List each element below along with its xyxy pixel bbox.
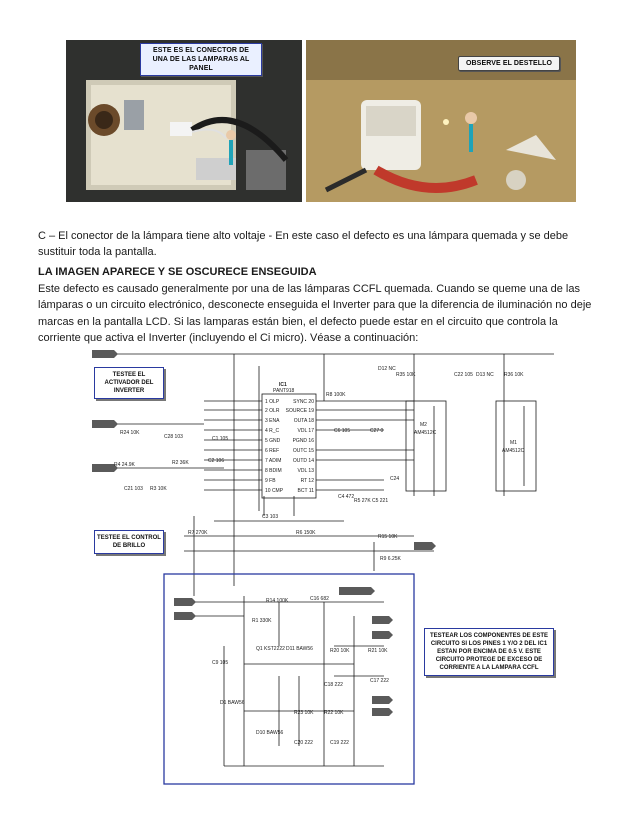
ic1-pin-10: 10 CMP	[265, 488, 284, 494]
ic1-pin-20: SYNC 20	[293, 399, 314, 405]
m2-name: M2	[420, 422, 427, 428]
label-r5: R5 27K	[354, 498, 371, 504]
label-c19: C19 222	[330, 740, 349, 746]
label-r21: R21 10K	[368, 648, 388, 654]
ic1-pin-19: SOURCE 19	[285, 408, 314, 414]
label-c24: C24	[390, 476, 400, 482]
ic1-left-pins	[265, 399, 284, 494]
ic1-pin-4: 4 R_C	[265, 428, 280, 434]
ic1-pin-11: BCT 11	[297, 488, 314, 494]
label-r35: R35 10K	[396, 372, 416, 378]
note-brightness-control: TESTEE EL CONTROL DE BRILLO	[94, 530, 164, 554]
label-c27: C27 0	[370, 428, 384, 434]
ic1-right-pins	[286, 399, 315, 494]
label-c28: C28 103	[164, 434, 183, 440]
paragraph-ccfl-defect: Este defecto es causado generalmente por una de las lámparas CCFL quemada. Cuando se queme una de las lámparas o un circuito electrónico, desconecte enseguida el Inverter para que la diferencia de iluminación no deje marcas en la pantalla LCD. Si las lamparas están bien, el defecto puede estar en el circuito que controla la corriente que activa el Inverter (incluyendo el Ci micro). Véase a continuación:	[38, 283, 592, 345]
ic1-pin-13: VDL 13	[297, 468, 314, 474]
ic1-pin-16: PGND 16	[292, 438, 314, 444]
m2-part: AM4512C	[414, 430, 437, 436]
label-r3: R3 10K	[150, 486, 167, 492]
note-inverter-activator: TESTEE EL ACTIVADOR DEL INVERTER	[94, 367, 164, 399]
ic1-pin-1: 1 OLP	[265, 399, 280, 405]
ic1-part: PANT918	[273, 388, 295, 394]
ic1-pin-15: OUTC 15	[292, 448, 314, 454]
ic1-pin-9: 9 FB	[265, 478, 276, 484]
label-c21: C21 103	[124, 486, 143, 492]
label-c18: C18 222	[324, 682, 343, 688]
ic1-pin-12: RT 12	[300, 478, 314, 484]
label-r22: R22 10K	[324, 710, 344, 716]
label-r4: R4 24.9K	[114, 462, 135, 468]
label-d1: D1 BAW56	[220, 700, 245, 706]
section-heading: LA IMAGEN APARECE Y SE OSCURECE ENSEGUIDA	[38, 266, 317, 278]
label-c4: C4 472	[338, 494, 355, 500]
label-r7: R7 270K	[188, 530, 208, 536]
label-c1: C1 105	[212, 436, 229, 442]
m1-name: M1	[510, 440, 517, 446]
label-q1: Q1 KST2222	[256, 646, 285, 652]
label-c9: C9 105	[212, 660, 229, 666]
label-c17: C17 222	[370, 678, 389, 684]
ic1-pin-3: 3 ENA	[265, 418, 280, 424]
ic1-pin-5: 5 GND	[265, 438, 281, 444]
flash-callout: OBSERVE EL DESTELLO	[458, 56, 560, 71]
label-r2: R2 36K	[172, 460, 189, 466]
inverter-schematic	[84, 346, 559, 796]
label-c2: C2 106	[208, 458, 225, 464]
label-r1: R1 330K	[252, 618, 272, 624]
label-r23: R23 10K	[294, 710, 314, 716]
label-c22: C22 105	[454, 372, 473, 378]
ic1-pin-14: OUTD 14	[292, 458, 314, 464]
ic1-pin-7: 7 ADIM	[265, 458, 282, 464]
label-c5: C5 221	[372, 498, 389, 504]
ic1-pin-17: VDL 17	[297, 428, 314, 434]
label-c3: C3 103	[262, 514, 279, 520]
label-r6: R6 150K	[296, 530, 316, 536]
label-r14: R14 100K	[266, 598, 289, 604]
label-r8: R8 100K	[326, 392, 346, 398]
connector-callout: ESTE ES EL CONECTOR DE UNA DE LAS LAMPARAS AL PANEL	[140, 43, 262, 76]
label-d12: D12 NC	[378, 366, 396, 372]
label-c16: C16 682	[310, 596, 329, 602]
paragraph-lamp-connector: C – El conector de la lámpara tiene alto voltaje - En este caso el defecto es una lámpara quemada y se debe sustituir toda la pantalla.	[38, 230, 569, 259]
note-overcurrent-circuit: TESTEAR LOS COMPONENTES DE ESTE CIRCUITO SI LOS PINES 1 Y/O 2 DEL IC1 ESTAN POR ENCIMA DE 0.5 V. ESTE CIRCUITO PROTEGE DE EXCESO DE CORRIENTE A LA LAMPARA CCFL	[424, 628, 554, 676]
ic1-pin-6: 6 REF	[265, 448, 280, 454]
ic1-name: IC1	[279, 382, 287, 388]
m1-part: AM4512C	[502, 448, 525, 454]
ic1-pin-2: 2 OLR	[265, 408, 280, 414]
schematic-drawing	[84, 346, 559, 796]
label-r36: R36 10K	[504, 372, 524, 378]
label-c20: C20 222	[294, 740, 313, 746]
ic1-pin-8: 8 BDIM	[265, 468, 282, 474]
label-r24: R24 10K	[120, 430, 140, 436]
label-r20: R20 10K	[330, 648, 350, 654]
label-d13: D13 NC	[476, 372, 494, 378]
label-d10: D10 BAW56	[256, 730, 284, 736]
component-labels	[114, 366, 524, 746]
label-r9: R9 6.25K	[380, 556, 401, 562]
label-c6: C6 105	[334, 428, 351, 434]
label-d11: D11 BAW56	[286, 646, 313, 652]
ic1-pin-18: OUTA 18	[293, 418, 314, 424]
label-r15: R15 10K	[378, 534, 398, 540]
